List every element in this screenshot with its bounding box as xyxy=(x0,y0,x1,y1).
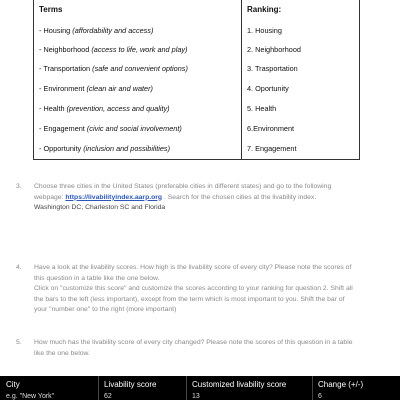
terms-header: Terms xyxy=(39,5,63,14)
question-number: 3. xyxy=(16,183,22,190)
question-3-body: Choose three cities in the United States (preferable cities in different states) and go to the following webpage: https://livabilityindex.aarp.org . Search for the chosen cities at the livability index. Washington DC, Charleston SC and Florida xyxy=(34,182,359,214)
ranking-row: 3. Trasportation xyxy=(247,64,298,73)
cell-livability-score: 62 xyxy=(104,393,112,400)
city-scores-table xyxy=(0,376,400,400)
ranking-row: 1. Housing xyxy=(247,26,282,35)
ranking-row: 4. Oportunity xyxy=(247,84,289,93)
col-header-city: City xyxy=(6,380,20,389)
col-header-customized-score: Customized livability score xyxy=(192,380,287,389)
livability-index-link[interactable]: https://livabilityindex.aarp.org xyxy=(65,193,163,201)
cell-change: 6 xyxy=(318,393,322,400)
ranking-header: Ranking: xyxy=(247,5,282,14)
question-3 xyxy=(16,182,376,232)
question-5-body: How much has the livability score of every city changed? Please note the scores of this question in a table like the one below. xyxy=(34,339,353,357)
term-row: - Engagement (civic and social involvement) xyxy=(39,124,182,133)
column-divider xyxy=(186,376,187,400)
term-row: - Neighborhood (access to life, work and play) xyxy=(39,45,188,54)
chosen-cities: Washington DC, Charleston SC and Florida xyxy=(34,204,166,212)
question-5 xyxy=(16,338,376,368)
col-header-livability-score: Livability score xyxy=(104,380,157,389)
terms-column xyxy=(34,0,242,159)
term-row: - Housing (affordability and access) xyxy=(39,26,154,35)
ranking-column xyxy=(242,0,359,159)
col-header-change: Change (+/-) xyxy=(318,380,364,389)
question-4 xyxy=(16,263,376,323)
question-4-body: Have a look at the livability scores. How high is the livability score of every city? Please note the scores of this question in a table like the one below. Click on "customize this score" and customize the scores according to your ranking for question 2. Shift all the bars to the left (less important), except from the term which is most important to you. Shift the bar of your "number one" to the right (more important) xyxy=(34,264,353,314)
ranking-row: 5. Health xyxy=(247,104,277,113)
question-number: 5. xyxy=(16,339,22,346)
term-row: - Transportation (safe and convenient options) xyxy=(39,64,188,73)
ranking-row: 2. Neighborhood xyxy=(247,45,301,54)
term-row: - Environment (clean air and water) xyxy=(39,84,153,93)
cell-customized-score: 13 xyxy=(192,393,200,400)
column-divider xyxy=(98,376,99,400)
terms-ranking-table xyxy=(33,0,360,160)
question-number: 4. xyxy=(16,264,22,271)
cell-city: e.g. "New York" xyxy=(6,393,55,400)
column-divider xyxy=(312,376,313,400)
ranking-row: 7. Engagement xyxy=(247,144,297,153)
ranking-row: 6.Environment xyxy=(247,124,295,133)
term-row: - Health (prevention, access and quality) xyxy=(39,104,170,113)
term-row: - Opportunity (inclusion and possibilities) xyxy=(39,144,171,153)
